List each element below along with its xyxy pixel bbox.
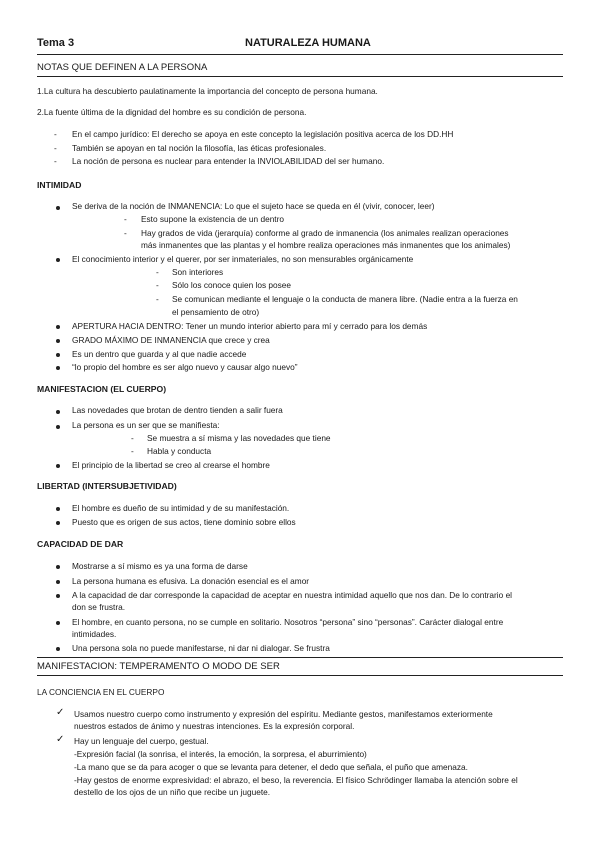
- list-item: “lo propio del hombre es ser algo nuevo y causar algo nuevo”: [72, 362, 298, 372]
- bullet-icon: [56, 353, 60, 357]
- list-item: APERTURA HACIA DENTRO: Tener un mundo interior abierto para mí y cerrado para los demás: [72, 321, 428, 331]
- dash-marker: -: [54, 156, 57, 166]
- bullet-icon: [56, 425, 60, 429]
- dash-marker: -: [156, 280, 159, 290]
- section-title-intimidad: INTIMIDAD: [37, 180, 82, 190]
- sub-item-continued: más inmanentes que las plantas y el hombre realiza operaciones más inmanentes que los animales): [141, 240, 511, 250]
- list-item: La noción de persona es nuclear para entender la INVIOLABILIDAD del ser humano.: [72, 156, 385, 166]
- list-item: Mostrarse a sí mismo es ya una forma de darse: [72, 561, 248, 571]
- list-item: La persona humana es efusiva. La donación esencial es el amor: [72, 576, 310, 586]
- list-item-continued: don se frustra.: [72, 602, 126, 612]
- list-line: -Hay gestos de enorme expresividad: el abrazo, el beso, la reverencia. El físico Schrödinger llamaba la atención sobre el: [74, 775, 518, 785]
- list-line: -La mano que se da para acoger o que se levanta para detener, el dedo que señala, el puño que amenaza.: [74, 762, 468, 772]
- sub-item: Se comunican mediante el lenguaje o la conducta de manera libre. (Nadie entra a la fuerza en: [172, 294, 518, 304]
- list-item: En el campo jurídico: El derecho se apoya en este concepto la legislación positiva acerca de los DD.HH: [72, 129, 454, 139]
- list-item-continued: intimidades.: [72, 629, 117, 639]
- sub-item: Habla y conducta: [147, 446, 212, 456]
- list-item: El hombre es dueño de su intimidad y de su manifestación.: [72, 503, 290, 513]
- sub-item-continued: el pensamiento de otro): [172, 307, 260, 317]
- list-item: Puesto que es origen de sus actos, tiene dominio sobre ellos: [72, 517, 296, 527]
- bullet-icon: [56, 325, 60, 329]
- header-rule: [37, 54, 563, 55]
- section-rule: [37, 657, 563, 658]
- list-item: Usamos nuestro cuerpo como instrumento y expresión del espíritu. Mediante gestos, manifestamos exteriormente: [74, 709, 493, 719]
- bullet-icon: [56, 339, 60, 343]
- bullet-icon: [56, 206, 60, 210]
- sub-item: Hay grados de vida (jerarquía) conforme al grado de inmanencia (los animales realizan operaciones: [141, 228, 509, 238]
- sub-item: Sólo los conoce quien los posee: [172, 280, 292, 290]
- list-item: GRADO MÁXIMO DE INMANENCIA que crece y crea: [72, 335, 270, 345]
- dash-marker: -: [131, 446, 134, 456]
- paragraph-1: 1.La cultura ha descubierto paulatinamente la importancia del concepto de persona humana.: [37, 86, 378, 96]
- list-item: Hay un lenguaje del cuerpo, gestual.: [74, 736, 209, 746]
- dash-marker: -: [124, 214, 127, 224]
- dash-marker: -: [156, 294, 159, 304]
- bullet-icon: [56, 621, 60, 625]
- list-item: El hombre, en cuanto persona, no se cumple en solitario. Nosotros “persona” sino “personas”. Carácter dialogal entre: [72, 617, 504, 627]
- sub-item: Son interiores: [172, 267, 224, 277]
- checkmark-icon: ✓: [56, 734, 65, 745]
- dash-marker: -: [54, 143, 57, 153]
- bullet-icon: [56, 594, 60, 598]
- section-rule: [37, 76, 563, 77]
- dash-marker: -: [131, 433, 134, 443]
- list-item: Se deriva de la noción de INMANENCIA: Lo que el sujeto hace se queda en él (vivir, conocer, leer): [72, 201, 435, 211]
- section-title-libertad: LIBERTAD (INTERSUBJETIVIDAD): [37, 481, 177, 491]
- bullet-icon: [56, 464, 60, 468]
- dash-marker: -: [156, 267, 159, 277]
- list-item-continued: nuestros estados de ánimo y nuestras intenciones. Es la expresión corporal.: [74, 721, 355, 731]
- list-item: Es un dentro que guarda y al que nadie accede: [72, 349, 247, 359]
- bullet-icon: [56, 580, 60, 584]
- bullet-icon: [56, 366, 60, 370]
- list-item: Una persona sola no puede manifestarse, ni dar ni dialogar. Se frustra: [72, 643, 330, 653]
- topic-number: Tema 3: [37, 37, 75, 49]
- list-item: El principio de la libertad se creo al crearse el hombre: [72, 460, 270, 470]
- bullet-icon: [56, 258, 60, 262]
- section-title-notas: NOTAS QUE DEFINEN A LA PERSONA: [37, 62, 208, 73]
- bullet-icon: [56, 410, 60, 414]
- list-item: También se apoyan en tal noción la filosofía, las éticas profesionales.: [72, 143, 327, 153]
- list-item: Las novedades que brotan de dentro tienden a salir fuera: [72, 405, 283, 415]
- list-line: -Expresión facial (la sonrisa, el interés, la emoción, la sorpresa, el aburrimiento): [74, 749, 367, 759]
- checkmark-icon: ✓: [56, 707, 65, 718]
- bullet-icon: [56, 565, 60, 569]
- list-item: A la capacidad de dar corresponde la capacidad de aceptar en nuestra intimidad aquello que nos dan. De lo contrario el: [72, 590, 513, 600]
- bullet-icon: [56, 521, 60, 525]
- bullet-icon: [56, 647, 60, 651]
- list-item: El conocimiento interior y el querer, por ser inmateriales, no son mensurables orgánicamente: [72, 254, 414, 264]
- sub-item: Esto supone la existencia de un dentro: [141, 214, 284, 224]
- page-title: NATURALEZA HUMANA: [245, 37, 371, 49]
- list-item: La persona es un ser que se manifiesta:: [72, 420, 220, 430]
- subsection-title: LA CONCIENCIA EN EL CUERPO: [37, 687, 165, 697]
- section-title-capacidad: CAPACIDAD DE DAR: [37, 539, 124, 549]
- dash-marker: -: [124, 228, 127, 238]
- dash-marker: -: [54, 129, 57, 139]
- bullet-icon: [56, 507, 60, 511]
- sub-item: Se muestra a sí misma y las novedades que tiene: [147, 433, 331, 443]
- paragraph-2: 2.La fuente última de la dignidad del hombre es su condición de persona.: [37, 107, 307, 117]
- section-title-temperamento: MANIFESTACION: TEMPERAMENTO O MODO DE SER: [37, 661, 280, 672]
- section-rule: [37, 675, 563, 676]
- section-title-manifestacion: MANIFESTACION (EL CUERPO): [37, 384, 167, 394]
- list-line-continued: destello de los ojos de un niño que recibe un juguete.: [74, 787, 271, 797]
